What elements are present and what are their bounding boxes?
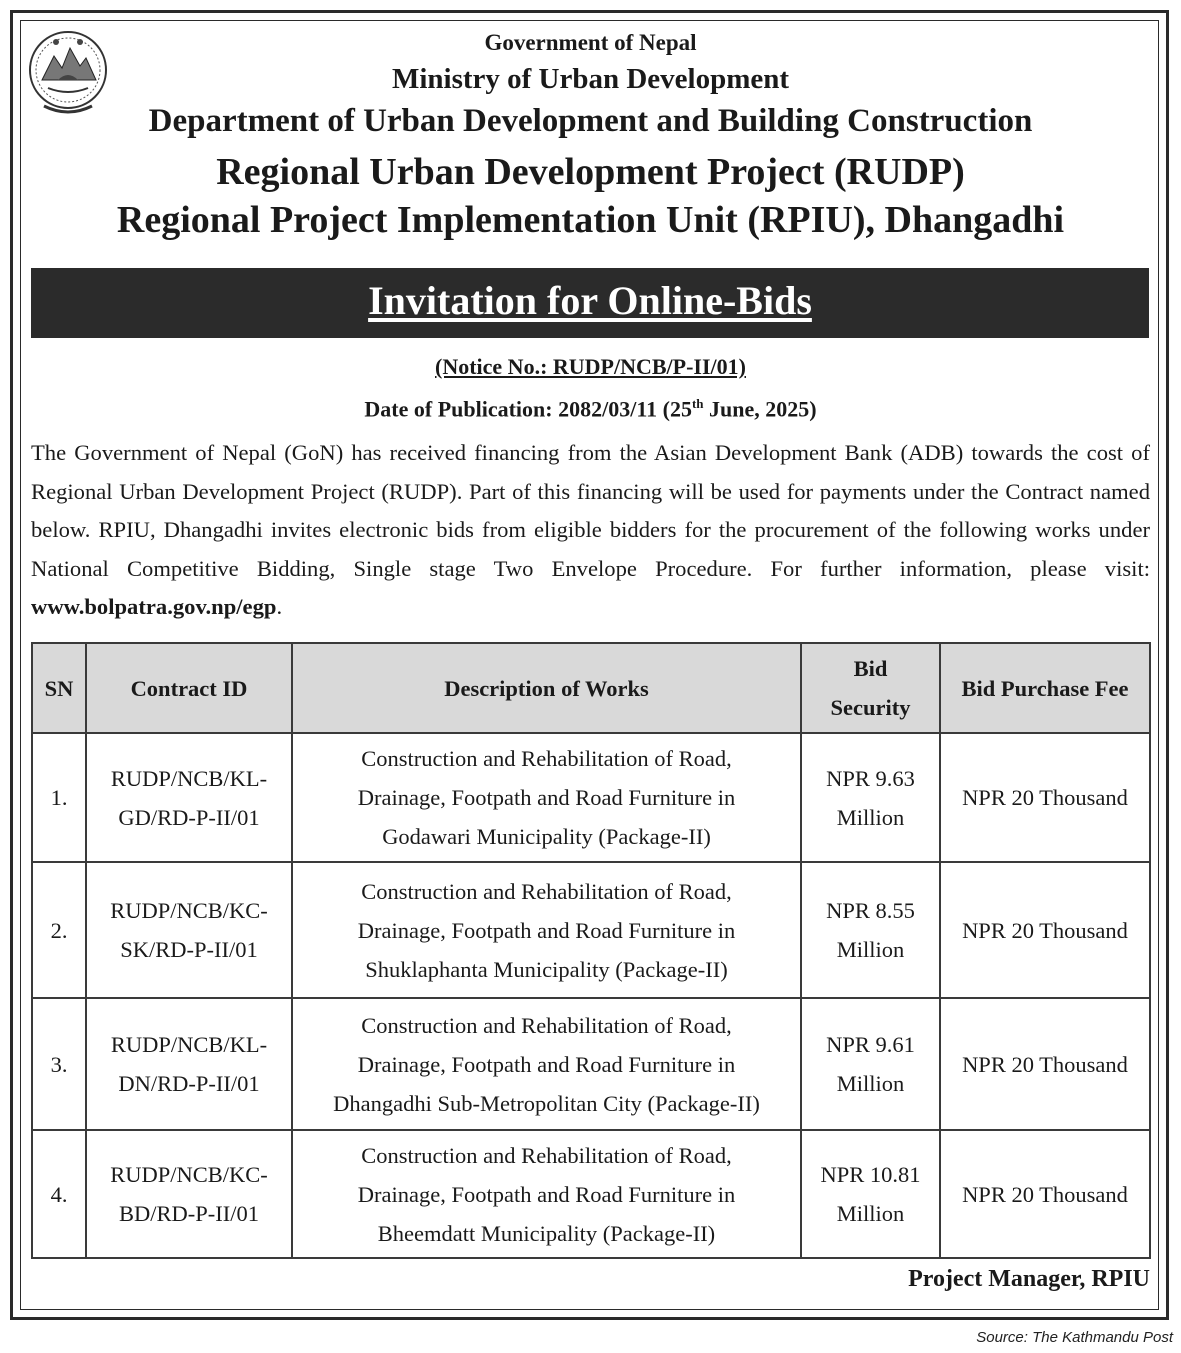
- header-ministry: Ministry of Urban Development: [391, 63, 790, 95]
- desc-l3: Dhangadhi Sub-Metropolitan City (Package-II): [333, 1090, 760, 1116]
- cell-purchase-fee: NPR 20 Thousand: [940, 733, 1150, 862]
- publication-date-suffix-sup: th: [691, 396, 704, 411]
- desc-l3: Bheemdatt Municipality (Package-II): [377, 1220, 716, 1246]
- desc-l3: Godawari Municipality (Package-II): [382, 824, 711, 849]
- bids-table: [31, 642, 1151, 1259]
- desc-l3: Shuklaphanta Municipality (Package-II): [365, 956, 728, 982]
- cell-description: [292, 998, 801, 1130]
- cell-sn: 2.: [32, 862, 86, 998]
- security-l2: Million: [836, 937, 905, 962]
- desc-l2: Drainage, Footpath and Road Furniture in: [357, 785, 736, 810]
- contract-id-l1: RUDP/NCB/KC-: [110, 898, 268, 923]
- cell-description: [292, 862, 801, 998]
- desc-l1: Construction and Rehabilitation of Road,: [361, 1012, 732, 1038]
- notice-number: (Notice No.: RUDP/NCB/P-II/01): [435, 354, 746, 379]
- signature: Project Manager, RPIU: [908, 1266, 1150, 1292]
- header-bid-security: [801, 643, 940, 733]
- security-l2: Million: [836, 1071, 905, 1096]
- cell-bid-security: [801, 733, 940, 862]
- body-paragraph: [31, 434, 1150, 627]
- cell-contract-id: [86, 733, 292, 862]
- table-header-row: [32, 643, 1150, 733]
- header-description: Description of Works: [292, 643, 801, 733]
- body-end: .: [276, 594, 283, 619]
- header-sn: SN: [32, 643, 86, 733]
- cell-sn: 3.: [32, 998, 86, 1130]
- security-l1: NPR 9.63: [826, 765, 915, 791]
- header-government: Government of Nepal: [484, 30, 697, 55]
- security-l2: Million: [836, 804, 905, 830]
- cell-purchase-fee: NPR 20 Thousand: [940, 1130, 1150, 1258]
- page-title: Invitation for Online-Bids: [368, 278, 812, 323]
- bolpatra-link[interactable]: www.bolpatra.gov.np/egp: [31, 594, 277, 619]
- desc-l2: Drainage, Footpath and Road Furniture in: [357, 1181, 736, 1207]
- cell-description: [292, 733, 801, 862]
- table-row: [32, 733, 1150, 862]
- desc-l1: Construction and Rehabilitation of Road,: [361, 746, 732, 771]
- publication-date-prefix: Date of Publication: 2082/03/11 (25: [364, 396, 692, 422]
- table-row: [32, 1130, 1150, 1258]
- contract-id-l2: GD/RD-P-II/01: [118, 804, 260, 830]
- publication-date-rest: June, 2025): [703, 396, 817, 422]
- cell-contract-id: [86, 998, 292, 1130]
- header-contract-id: Contract ID: [86, 643, 292, 733]
- desc-l2: Drainage, Footpath and Road Furniture in: [357, 1051, 736, 1077]
- contract-id-l2: SK/RD-P-II/01: [120, 937, 258, 962]
- security-l1: NPR 8.55: [826, 898, 915, 923]
- cell-description: [292, 1130, 801, 1258]
- contract-id-l2: BD/RD-P-II/01: [119, 1201, 259, 1226]
- cell-bid-security: [801, 1130, 940, 1258]
- table-row: [32, 862, 1150, 998]
- cell-purchase-fee: NPR 20 Thousand: [940, 998, 1150, 1130]
- header-unit: Regional Project Implementation Unit (RPIU), Dhangadhi: [116, 199, 1065, 241]
- contract-id-l1: RUDP/NCB/KC-: [110, 1162, 268, 1187]
- desc-l1: Construction and Rehabilitation of Road,: [361, 1142, 732, 1168]
- cell-sn: 1.: [32, 733, 86, 862]
- title-banner: [31, 268, 1149, 338]
- cell-purchase-fee: NPR 20 Thousand: [940, 862, 1150, 998]
- desc-l2: Drainage, Footpath and Road Furniture in: [357, 917, 736, 943]
- header-project: Regional Urban Development Project (RUDP): [216, 151, 965, 193]
- cell-contract-id: [86, 862, 292, 998]
- security-l2: Million: [836, 1201, 905, 1226]
- contract-id-l1: RUDP/NCB/KL-: [110, 1032, 268, 1057]
- cell-bid-security: [801, 862, 940, 998]
- cell-bid-security: [801, 998, 940, 1130]
- header-department: Department of Urban Development and Building Construction: [148, 103, 1033, 139]
- security-l1: NPR 9.61: [826, 1032, 915, 1057]
- contract-id-l2: DN/RD-P-II/01: [118, 1071, 260, 1096]
- body-text: The Government of Nepal (GoN) has received financing from the Asian Development Bank (ADB) towards the cost of Regional Urban Development Project (RUDP). Part of this financing will be used for payments under the Contract named below. RPIU, Dhangadhi invites electronic bids from eligible bidders for the procurement of the following works under National Competitive Bidding, Single stage Two Envelope Procedure. For further information, please visit:: [31, 440, 1150, 581]
- desc-l1: Construction and Rehabilitation of Road,: [361, 878, 732, 904]
- security-l1: NPR 10.81: [820, 1162, 921, 1187]
- table-row: [32, 998, 1150, 1130]
- cell-contract-id: [86, 1130, 292, 1258]
- cell-sn: 4.: [32, 1130, 86, 1258]
- header-purchase-fee: Bid Purchase Fee: [940, 643, 1150, 733]
- header-bid-security-l1: Bid: [853, 656, 888, 681]
- publication-date: [0, 396, 1181, 422]
- source-credit: Source: The Kathmandu Post: [976, 1329, 1173, 1346]
- header-bid-security-l2: Security: [830, 695, 911, 720]
- contract-id-l1: RUDP/NCB/KL-: [110, 765, 268, 791]
